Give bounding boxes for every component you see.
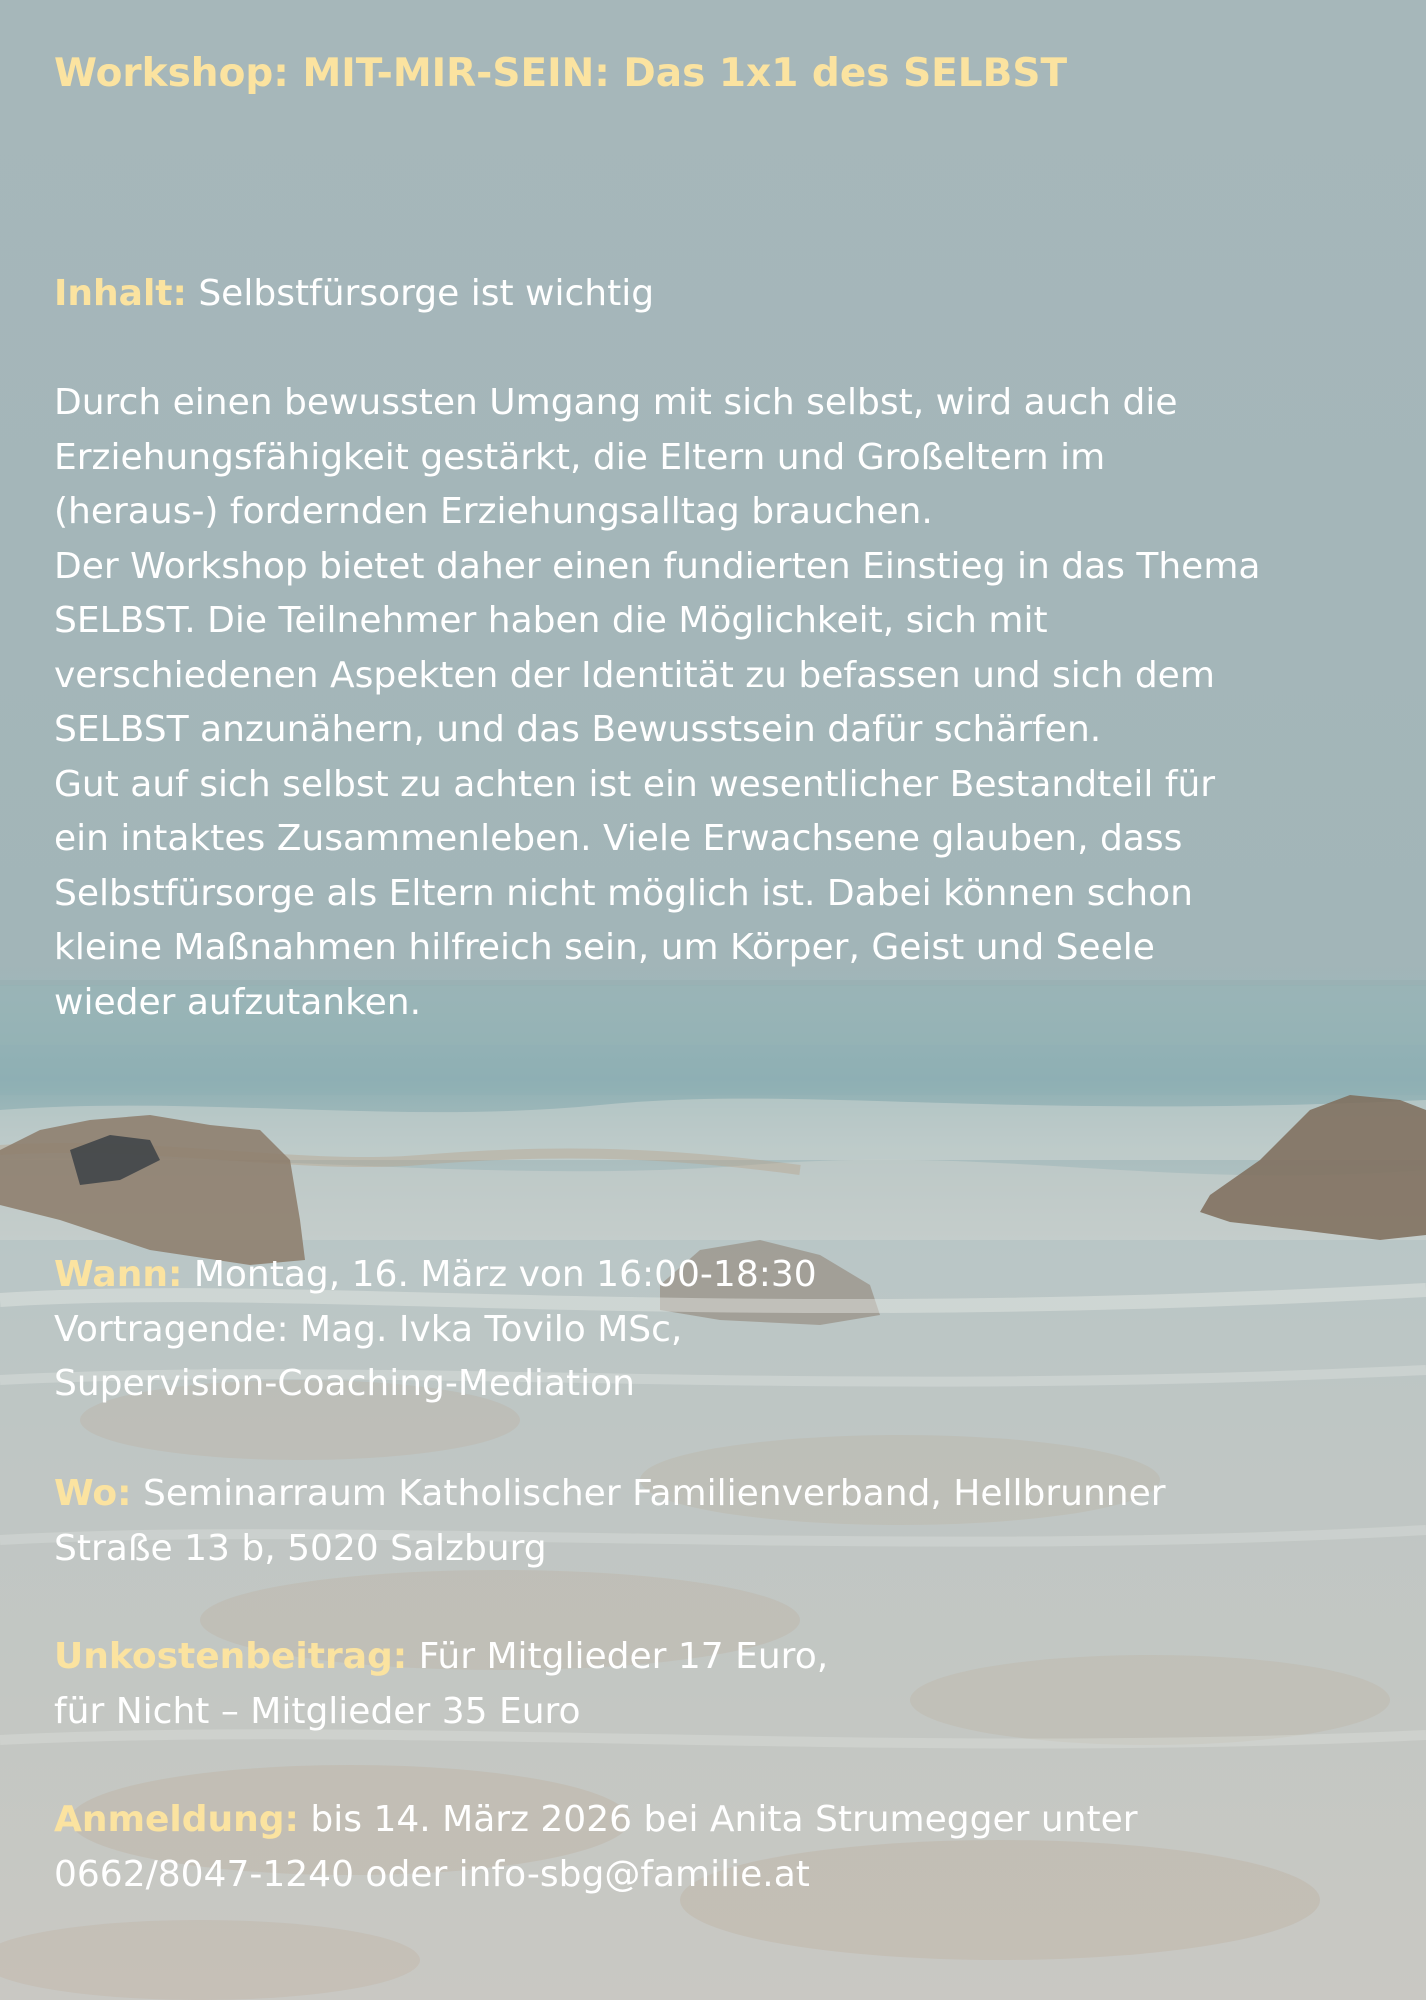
wann-section <box>54 1248 1384 1412</box>
wo-label: Wo: <box>54 1473 132 1514</box>
workshop-title: Workshop: MIT-MIR-SEIN: Das 1x1 des SELBST <box>54 51 1068 96</box>
body-line: SELBST anzunähern, und das Bewusstsein dafür schärfen. <box>54 709 1102 750</box>
body-line: Selbstfürsorge als Eltern nicht möglich ist. Dabei können schon <box>54 872 1193 914</box>
body-line: SELBST. Die Teilnehmer haben die Möglichkeit, sich mit <box>54 600 1048 641</box>
body-line: Durch einen bewussten Umgang mit sich selbst, wird auch die <box>54 382 1178 423</box>
description-body <box>54 376 1384 1030</box>
inhalt-section <box>54 267 1384 322</box>
wann-label: Wann: <box>54 1254 183 1295</box>
anmeldung-label: Anmeldung: <box>54 1799 299 1840</box>
wann-text: Montag, 16. März von 16:00-18:30 <box>182 1254 817 1295</box>
body-line: kleine Maßnahmen hilfreich sein, um Körper, Geist und Seele <box>54 927 1155 968</box>
anmeldung-text: bis 14. März 2026 bei Anita Strumegger unter <box>298 1799 1138 1840</box>
body-line: verschiedenen Aspekten der Identität zu befassen und sich dem <box>54 654 1215 696</box>
body-line: (heraus-) fordernden Erziehungsalltag brauchen. <box>54 491 933 532</box>
body-line: wieder aufzutanken. <box>54 981 422 1023</box>
inhalt-label: Inhalt: <box>54 273 187 314</box>
address-line: Straße 13 b, 5020 Salzburg <box>54 1527 547 1569</box>
wo-section <box>54 1467 1384 1576</box>
body-line: Der Workshop bietet daher einen fundierten Einstieg in das Thema <box>54 545 1261 587</box>
wo-text: Seminarraum Katholischer Familienverband, Hellbrunner <box>131 1473 1166 1514</box>
body-line: ein intaktes Zusammenleben. Viele Erwachsene glauben, dass <box>54 818 1183 859</box>
body-line: Erziehungsfähigkeit gestärkt, die Eltern und Großeltern im <box>54 436 1106 478</box>
body-line: Gut auf sich selbst zu achten ist ein wesentlicher Bestandteil für <box>54 763 1216 805</box>
contact-line: 0662/8047-1240 oder info-sbg@familie.at <box>54 1853 810 1895</box>
unkosten-section <box>54 1630 1384 1739</box>
anmeldung-section <box>54 1793 1384 1902</box>
unkosten-text: Für Mitglieder 17 Euro, <box>407 1636 829 1677</box>
unkosten-line2: für Nicht – Mitglieder 35 Euro <box>54 1690 581 1732</box>
speaker-line: Vortragende: Mag. Ivka Tovilo MSc, <box>54 1308 683 1350</box>
speaker-title-line: Supervision-Coaching-Mediation <box>54 1363 635 1404</box>
inhalt-text: Selbstfürsorge ist wichtig <box>186 273 655 314</box>
unkosten-label: Unkostenbeitrag: <box>54 1636 408 1677</box>
